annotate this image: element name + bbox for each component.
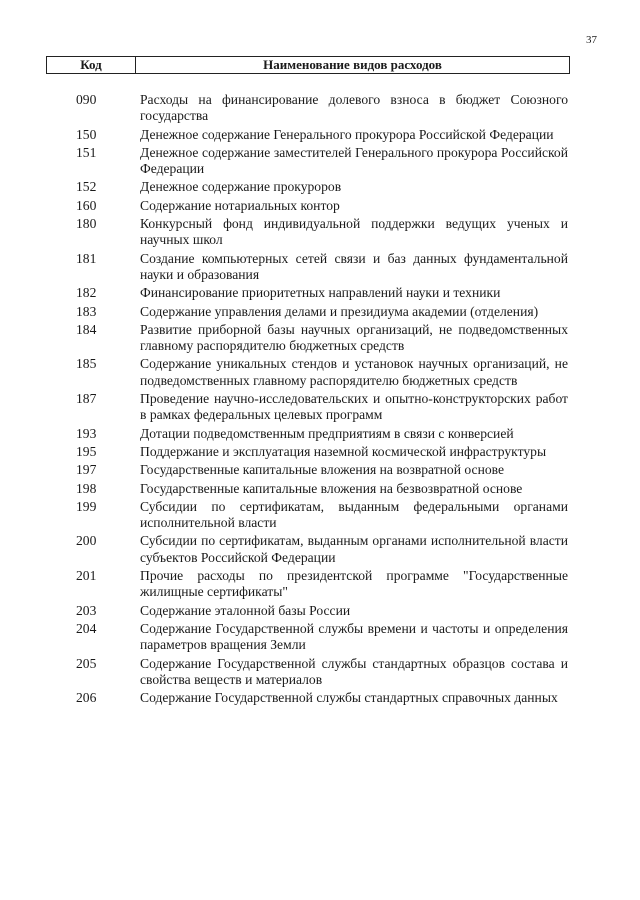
row-name: Государственные капитальные вложения на безвозвратной основе [140, 480, 523, 496]
row-name: Денежное содержание прокуроров [140, 179, 342, 195]
row-name: Развитие приборной базы научных организаций, не подведомственных главному распорядителю бюджетных средств [140, 321, 568, 354]
header-code: Код [47, 57, 136, 73]
table-row [46, 179, 568, 195]
row-name: Содержание Государственной службы стандартных справочных данных [140, 690, 558, 706]
row-code: 185 [76, 356, 97, 372]
table-row [46, 462, 568, 478]
table-row [46, 356, 568, 389]
row-name: Расходы на финансирование долевого взноса в бюджет Союзного государства [140, 92, 568, 124]
row-code: 206 [76, 690, 97, 706]
table-row [46, 216, 568, 249]
table-row [46, 145, 568, 178]
table-row [46, 690, 568, 706]
row-name: Денежное содержание Генерального прокурора Российской Федерации [140, 126, 554, 142]
table-row [46, 92, 568, 125]
row-name: Содержание эталонной базы России [140, 602, 351, 618]
row-code: 151 [76, 144, 97, 160]
row-name: Дотации подведомственным предприятиям в связи с конверсией [140, 425, 514, 441]
row-code: 199 [76, 498, 97, 514]
row-name: Прочие расходы по президентской программе "Государственные жилищные сертификаты" [140, 568, 568, 600]
table-row [46, 322, 568, 355]
table-row [46, 391, 568, 424]
page-number: 37 [586, 34, 597, 46]
row-code: 181 [76, 250, 97, 266]
row-name: Содержание Государственной службы стандартных образцов состава и свойства веществ и материалов [140, 655, 568, 687]
header-name: Наименование видов расходов [263, 57, 442, 72]
row-name: Содержание Государственной службы времени и частоты и определения параметров вращения Земли [140, 620, 568, 653]
row-name: Финансирование приоритетных направлений науки и техники [140, 285, 501, 301]
row-code: 193 [76, 425, 97, 441]
row-name: Поддержание и эксплуатация наземной космической инфраструктуры [140, 443, 547, 459]
row-name: Государственные капитальные вложения на возвратной основе [140, 462, 505, 478]
row-name: Содержание управления делами и президиума академии (отделения) [140, 303, 539, 319]
row-name: Проведение научно-исследовательских и опытно-конструкторских работ в рамках федеральных целевых программ [140, 391, 568, 423]
row-code: 204 [76, 620, 97, 636]
expense-list [46, 92, 568, 708]
row-name: Содержание уникальных стендов и установок научных организаций, не подведомственных главному распорядителю бюджетных средств [140, 356, 568, 388]
row-code: 183 [76, 303, 97, 319]
row-code: 205 [76, 655, 97, 671]
table-row [46, 285, 568, 301]
table-row [46, 533, 568, 566]
table-row [46, 444, 568, 460]
row-code: 180 [76, 216, 97, 232]
table-row [46, 568, 568, 601]
row-code: 160 [76, 197, 97, 213]
row-code: 187 [76, 391, 97, 407]
row-code: 150 [76, 126, 97, 142]
row-code: 203 [76, 602, 97, 618]
table-row [46, 481, 568, 497]
table-row [46, 603, 568, 619]
row-code: 184 [76, 321, 97, 337]
table-row [46, 304, 568, 320]
row-name: Конкурсный фонд индивидуальной поддержки ведущих ученых и научных школ [140, 216, 568, 248]
row-code: 200 [76, 533, 97, 549]
row-name: Создание компьютерных сетей связи и баз данных фундаментальной науки и образования [140, 250, 568, 282]
row-code: 197 [76, 462, 97, 478]
row-code: 198 [76, 480, 97, 496]
table-row [46, 127, 568, 143]
table-row [46, 621, 568, 654]
table-row [46, 656, 568, 689]
row-name: Субсидии по сертификатам, выданным органами исполнительной власти субъектов Российской Федерации [140, 533, 568, 565]
row-code: 182 [76, 285, 97, 301]
table-row [46, 251, 568, 284]
table-header [46, 56, 570, 74]
row-name: Субсидии по сертификатам, выданным федеральными органами исполнительной власти [140, 498, 568, 531]
row-name: Содержание нотариальных контор [140, 197, 340, 213]
row-code: 090 [76, 92, 97, 107]
row-code: 152 [76, 179, 97, 195]
table-row [46, 499, 568, 532]
row-name: Денежное содержание заместителей Генерального прокурора Российской Федерации [140, 144, 568, 177]
table-row [46, 198, 568, 214]
table-row [46, 426, 568, 442]
row-code: 201 [76, 568, 97, 584]
row-code: 195 [76, 443, 97, 459]
